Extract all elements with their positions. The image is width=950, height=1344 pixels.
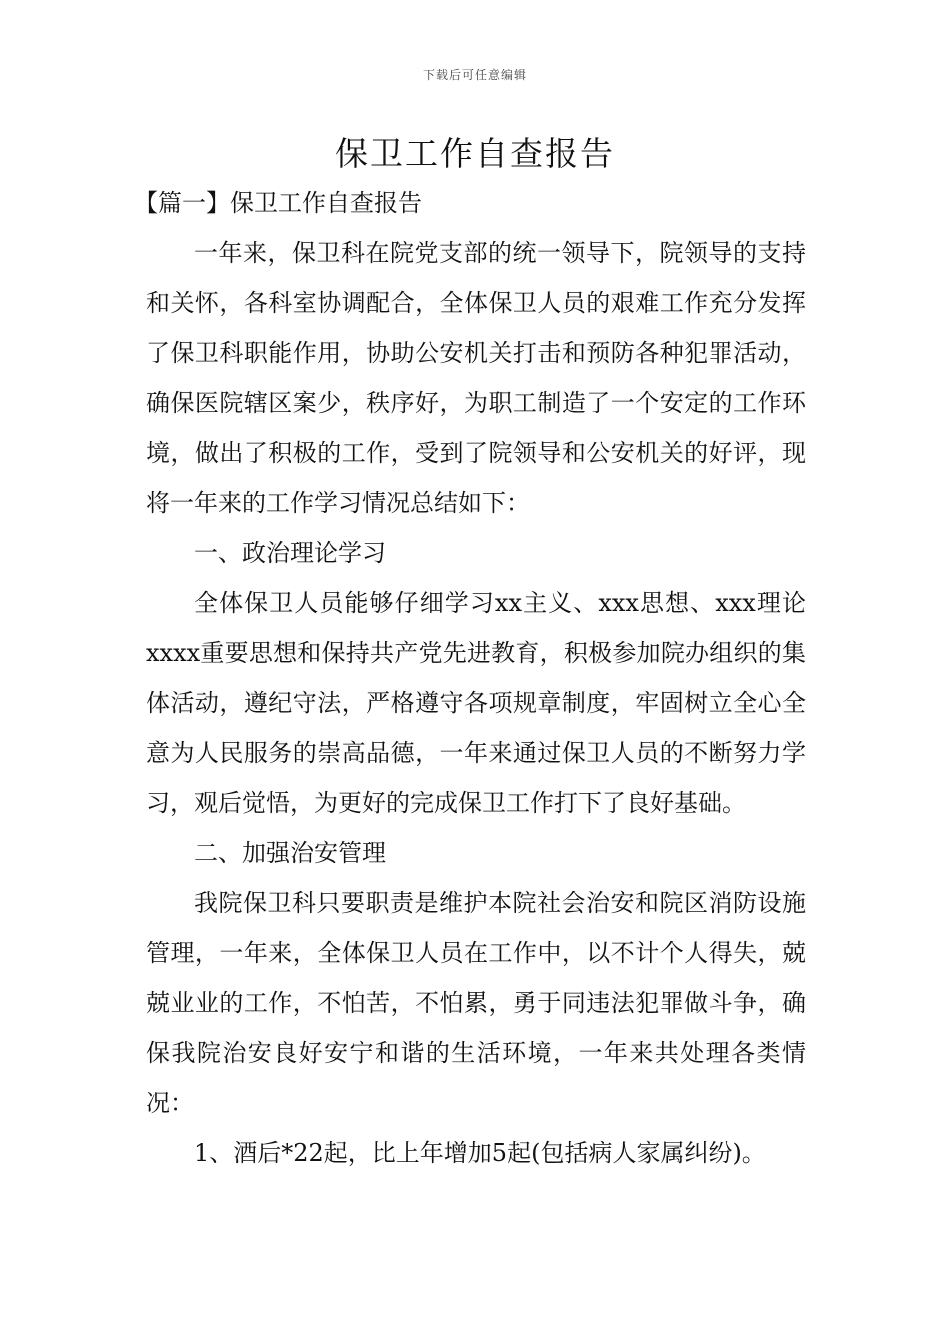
paragraph-security-management: 我院保卫科只要职责是维护本院社会治安和院区消防设施管理，一年来，全体保卫人员在工作中，以不计个人得失，兢兢业业的工作，不怕苦，不怕累，勇于同违法犯罪做斗争，确保我院治安良好安宁和谐的生活环境，一年来共处理各类情况： (146, 889, 806, 1117)
header-note: 下载后可任意编辑 (422, 68, 527, 82)
section-subtitle (134, 178, 806, 228)
section-heading-2: 二、加强治安管理 (194, 839, 386, 867)
section-heading-1: 一、政治理论学习 (194, 539, 386, 567)
document-body (134, 178, 806, 1178)
paragraph-intro: 一年来，保卫科在院党支部的统一领导下，院领导的支持和关怀，各科室协调配合，全体保卫人员的艰难工作充分发挥了保卫科职能作用，协助公安机关打击和预防各种犯罪活动，确保医院辖区案少，秩序好，为职工制造了一个安定的工作环境，做出了积极的工作，受到了院领导和公安机关的好评，现将一年来的工作学习情况总结如下： (146, 239, 806, 517)
list-item-1: 1、酒后*22起，比上年增加5起(包括病人家属纠纷)。 (194, 1139, 766, 1167)
section-subtitle-text: 【篇一】保卫工作自查报告 (134, 189, 422, 217)
paragraph-political-study: 全体保卫人员能够仔细学习xx主义、xxx思想、xxx理论xxxx重要思想和保持共产党先进教育，积极参加院办组织的集体活动，遵纪守法，严格遵守各项规章制度，牢固树立全心全意为人民服务的崇高品德，一年来通过保卫人员的不断努力学习，观后觉悟，为更好的完成保卫工作打下了良好基础。 (146, 589, 806, 817)
document-title: 保卫工作自查报告 (335, 134, 615, 173)
